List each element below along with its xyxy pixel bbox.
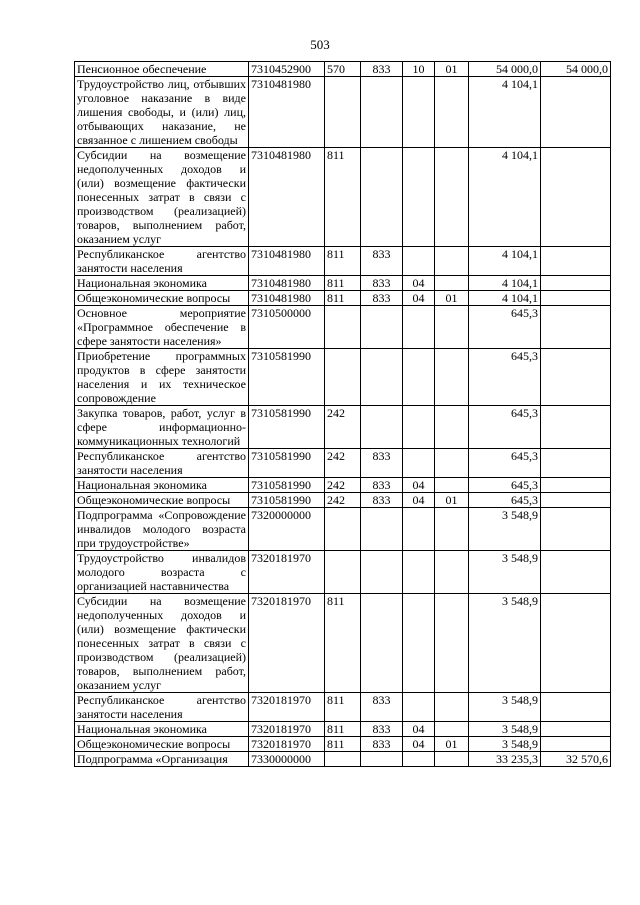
cell-section	[403, 551, 435, 594]
cell-amount-2	[541, 276, 611, 291]
cell-administrator-code	[361, 306, 403, 349]
cell-name: Основное мероприятие «Программное обеспечение в сфере занятости населения»	[75, 306, 249, 349]
cell-subsection	[435, 349, 469, 406]
cell-amount-1: 645,3	[469, 478, 541, 493]
cell-amount-2	[541, 551, 611, 594]
cell-subsection	[435, 449, 469, 478]
cell-name: Приобретение программных продуктов в сфере занятости населения и их техническое сопровождение	[75, 349, 249, 406]
cell-section	[403, 148, 435, 247]
cell-name: Республиканское агентство занятости населения	[75, 449, 249, 478]
cell-administrator-code: 833	[361, 493, 403, 508]
cell-administrator-code: 833	[361, 62, 403, 77]
cell-amount-1: 3 548,9	[469, 594, 541, 693]
cell-amount-2	[541, 449, 611, 478]
cell-expense-type: 242	[325, 449, 361, 478]
cell-subsection: 01	[435, 493, 469, 508]
cell-expense-type	[325, 77, 361, 148]
cell-section	[403, 247, 435, 276]
cell-section: 04	[403, 478, 435, 493]
cell-name: Общеэкономические вопросы	[75, 493, 249, 508]
cell-amount-2	[541, 722, 611, 737]
cell-amount-2: 54 000,0	[541, 62, 611, 77]
cell-subsection: 01	[435, 291, 469, 306]
cell-amount-1: 645,3	[469, 493, 541, 508]
cell-amount-2	[541, 406, 611, 449]
table-body	[75, 62, 611, 767]
budget-table	[74, 61, 611, 767]
cell-section: 10	[403, 62, 435, 77]
cell-amount-1: 54 000,0	[469, 62, 541, 77]
cell-section: 04	[403, 493, 435, 508]
cell-amount-2	[541, 693, 611, 722]
cell-subsection	[435, 77, 469, 148]
cell-section: 04	[403, 276, 435, 291]
cell-subsection	[435, 551, 469, 594]
cell-name: Национальная экономика	[75, 478, 249, 493]
cell-expense-type: 811	[325, 594, 361, 693]
cell-amount-1: 3 548,9	[469, 508, 541, 551]
table-row	[75, 291, 611, 306]
cell-target-article: 7310581990	[249, 406, 325, 449]
cell-amount-2	[541, 291, 611, 306]
cell-target-article: 7310581990	[249, 478, 325, 493]
cell-administrator-code: 833	[361, 276, 403, 291]
cell-administrator-code: 833	[361, 478, 403, 493]
cell-section: 04	[403, 722, 435, 737]
cell-subsection	[435, 508, 469, 551]
cell-administrator-code	[361, 148, 403, 247]
cell-amount-1: 3 548,9	[469, 551, 541, 594]
cell-amount-2	[541, 349, 611, 406]
cell-administrator-code	[361, 508, 403, 551]
cell-amount-2	[541, 247, 611, 276]
cell-amount-1: 4 104,1	[469, 291, 541, 306]
cell-amount-1: 645,3	[469, 349, 541, 406]
cell-expense-type: 811	[325, 693, 361, 722]
cell-name: Субсидии на возмещение недополученных доходов и (или) возмещение фактически понесенных затрат в связи с производством (реализацией) товаров, выполнением работ, оказанием услуг	[75, 594, 249, 693]
cell-section: 04	[403, 291, 435, 306]
cell-administrator-code	[361, 406, 403, 449]
table-row	[75, 406, 611, 449]
cell-expense-type	[325, 306, 361, 349]
cell-target-article: 7310481980	[249, 148, 325, 247]
cell-section	[403, 77, 435, 148]
cell-amount-1: 4 104,1	[469, 276, 541, 291]
table-row	[75, 594, 611, 693]
cell-name: Закупка товаров, работ, услуг в сфере информационно-коммуникационных технологий	[75, 406, 249, 449]
cell-section	[403, 508, 435, 551]
cell-administrator-code: 833	[361, 693, 403, 722]
cell-administrator-code	[361, 551, 403, 594]
cell-amount-2	[541, 737, 611, 752]
cell-amount-1: 645,3	[469, 406, 541, 449]
cell-subsection	[435, 722, 469, 737]
cell-amount-2	[541, 478, 611, 493]
cell-subsection	[435, 306, 469, 349]
cell-target-article: 7310452900	[249, 62, 325, 77]
cell-target-article: 7320181970	[249, 693, 325, 722]
cell-target-article: 7320181970	[249, 551, 325, 594]
cell-name: Общеэкономические вопросы	[75, 737, 249, 752]
cell-amount-2	[541, 493, 611, 508]
cell-section	[403, 752, 435, 767]
cell-subsection	[435, 752, 469, 767]
cell-subsection	[435, 693, 469, 722]
cell-amount-1: 3 548,9	[469, 737, 541, 752]
cell-target-article: 7320181970	[249, 737, 325, 752]
cell-section	[403, 349, 435, 406]
table-row	[75, 478, 611, 493]
cell-target-article: 7320181970	[249, 722, 325, 737]
cell-amount-1: 645,3	[469, 306, 541, 349]
cell-expense-type: 242	[325, 406, 361, 449]
cell-target-article: 7310481980	[249, 276, 325, 291]
cell-target-article: 7310481980	[249, 291, 325, 306]
table-row	[75, 349, 611, 406]
table-row	[75, 247, 611, 276]
table-row	[75, 148, 611, 247]
cell-expense-type	[325, 349, 361, 406]
cell-amount-2	[541, 508, 611, 551]
table-row	[75, 306, 611, 349]
cell-name: Подпрограмма «Организация	[75, 752, 249, 767]
cell-target-article: 7320181970	[249, 594, 325, 693]
cell-administrator-code: 833	[361, 737, 403, 752]
table-row	[75, 449, 611, 478]
cell-subsection	[435, 406, 469, 449]
cell-section	[403, 594, 435, 693]
table-row	[75, 493, 611, 508]
cell-name: Подпрограмма «Сопровождение инвалидов молодого возраста при трудоустройстве»	[75, 508, 249, 551]
cell-expense-type: 811	[325, 722, 361, 737]
cell-name: Национальная экономика	[75, 276, 249, 291]
table-row	[75, 693, 611, 722]
cell-amount-1: 4 104,1	[469, 148, 541, 247]
table-row	[75, 77, 611, 148]
cell-expense-type: 811	[325, 291, 361, 306]
cell-amount-1: 33 235,3	[469, 752, 541, 767]
cell-name: Субсидии на возмещение недополученных доходов и (или) возмещение фактически понесенных затрат в связи с производством (реализацией) товаров, выполнением работ, оказанием услуг	[75, 148, 249, 247]
cell-amount-2: 32 570,6	[541, 752, 611, 767]
cell-section	[403, 306, 435, 349]
cell-section: 04	[403, 737, 435, 752]
cell-subsection	[435, 247, 469, 276]
cell-amount-2	[541, 594, 611, 693]
cell-section	[403, 449, 435, 478]
cell-target-article: 7320000000	[249, 508, 325, 551]
cell-amount-1: 3 548,9	[469, 693, 541, 722]
cell-expense-type: 570	[325, 62, 361, 77]
cell-amount-1: 4 104,1	[469, 247, 541, 276]
cell-expense-type: 811	[325, 247, 361, 276]
cell-expense-type: 242	[325, 478, 361, 493]
cell-amount-2	[541, 306, 611, 349]
cell-name: Трудоустройство инвалидов молодого возраста с организацией наставничества	[75, 551, 249, 594]
cell-subsection	[435, 148, 469, 247]
cell-name: Национальная экономика	[75, 722, 249, 737]
cell-amount-2	[541, 148, 611, 247]
cell-amount-1: 645,3	[469, 449, 541, 478]
cell-administrator-code: 833	[361, 247, 403, 276]
table-row	[75, 551, 611, 594]
cell-section	[403, 406, 435, 449]
page-number: 503	[310, 37, 330, 52]
cell-target-article: 7310481980	[249, 247, 325, 276]
cell-expense-type	[325, 508, 361, 551]
cell-expense-type: 811	[325, 737, 361, 752]
cell-target-article: 7310500000	[249, 306, 325, 349]
cell-name: Республиканское агентство занятости населения	[75, 247, 249, 276]
cell-subsection: 01	[435, 737, 469, 752]
cell-administrator-code	[361, 349, 403, 406]
cell-subsection	[435, 478, 469, 493]
cell-subsection: 01	[435, 62, 469, 77]
table-row	[75, 722, 611, 737]
cell-amount-1: 3 548,9	[469, 722, 541, 737]
cell-administrator-code: 833	[361, 291, 403, 306]
table-row	[75, 737, 611, 752]
cell-amount-1: 4 104,1	[469, 77, 541, 148]
cell-target-article: 7330000000	[249, 752, 325, 767]
cell-name: Общеэкономические вопросы	[75, 291, 249, 306]
table-row	[75, 62, 611, 77]
cell-name: Республиканское агентство занятости населения	[75, 693, 249, 722]
cell-target-article: 7310581990	[249, 449, 325, 478]
cell-expense-type	[325, 752, 361, 767]
table-row	[75, 276, 611, 291]
cell-target-article: 7310581990	[249, 349, 325, 406]
cell-expense-type: 811	[325, 148, 361, 247]
cell-subsection	[435, 276, 469, 291]
cell-expense-type	[325, 551, 361, 594]
cell-expense-type: 242	[325, 493, 361, 508]
cell-expense-type: 811	[325, 276, 361, 291]
cell-administrator-code: 833	[361, 722, 403, 737]
cell-target-article: 7310581990	[249, 493, 325, 508]
cell-administrator-code	[361, 77, 403, 148]
table-row	[75, 508, 611, 551]
table-row	[75, 752, 611, 767]
cell-target-article: 7310481980	[249, 77, 325, 148]
cell-administrator-code: 833	[361, 449, 403, 478]
cell-amount-2	[541, 77, 611, 148]
cell-administrator-code	[361, 752, 403, 767]
cell-name: Трудоустройство лиц, отбывших уголовное наказание в виде лишения свободы, и (или) лиц, отбывающих наказание, не связанное с лишением свободы	[75, 77, 249, 148]
cell-subsection	[435, 594, 469, 693]
cell-administrator-code	[361, 594, 403, 693]
cell-section	[403, 693, 435, 722]
cell-name: Пенсионное обеспечение	[75, 62, 249, 77]
